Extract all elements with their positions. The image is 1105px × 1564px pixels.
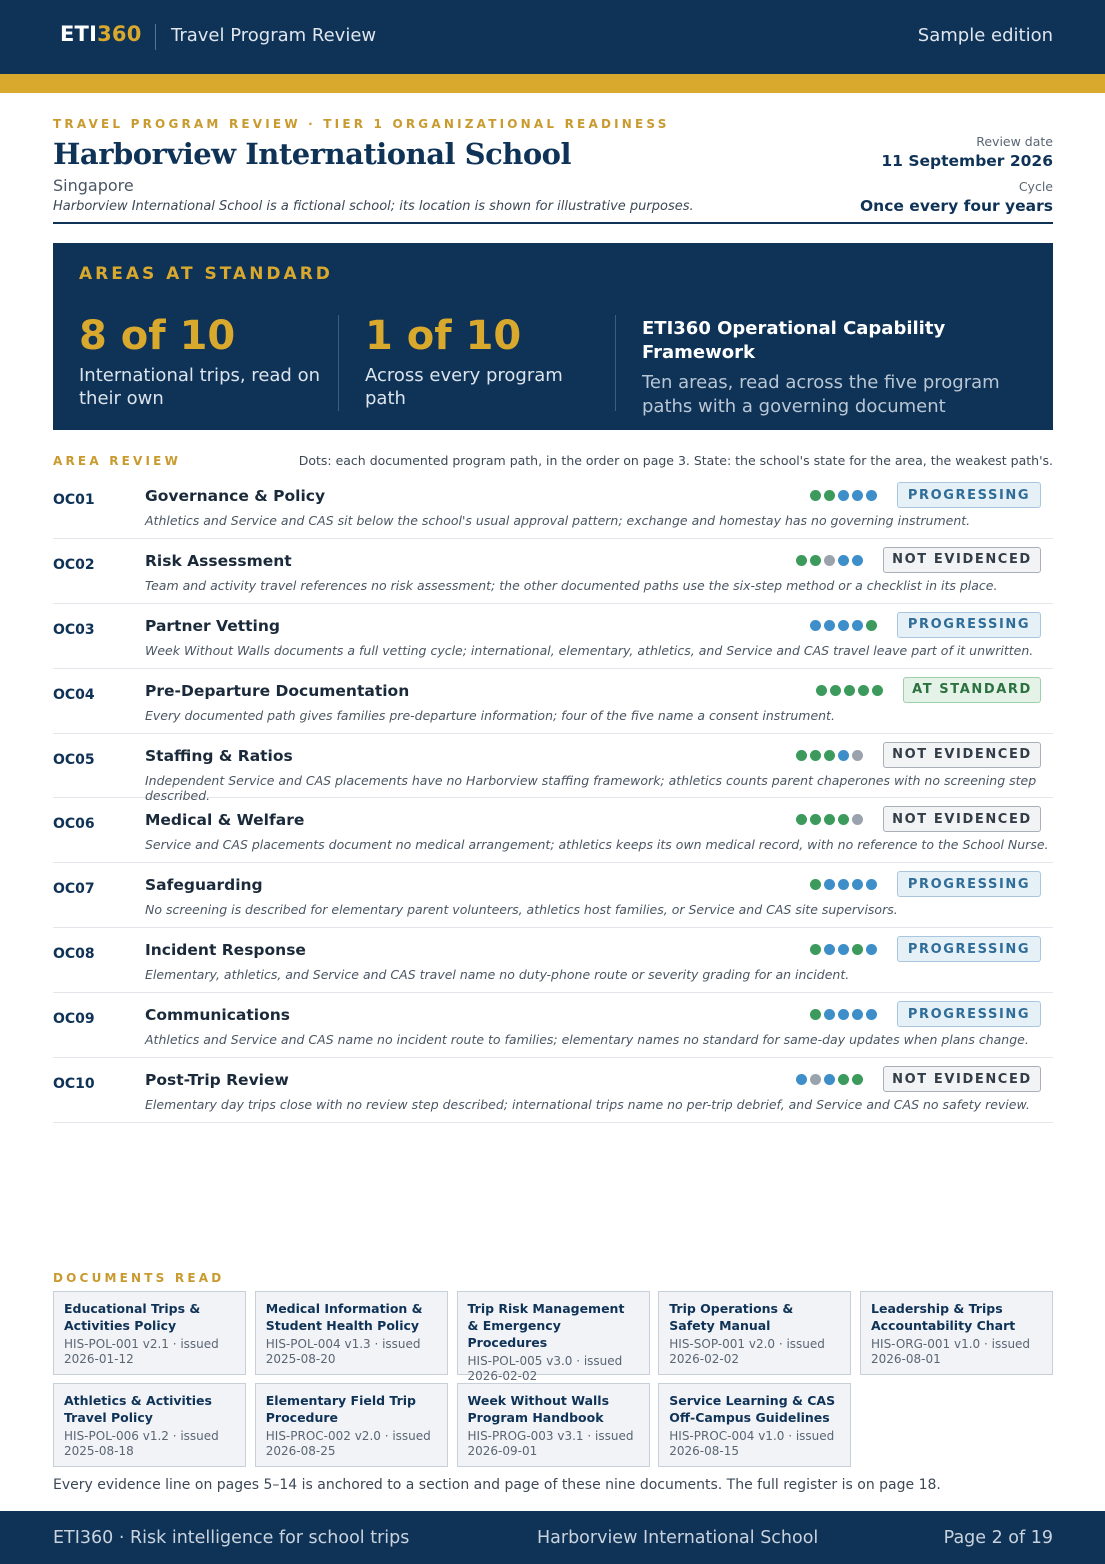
document-meta: HIS-ORG-001 v1.0 · issued 2026-08-01	[871, 1337, 1031, 1366]
path-dots	[816, 685, 883, 696]
path-dots	[810, 620, 877, 631]
path-dot	[838, 879, 849, 890]
document-card	[53, 1291, 246, 1375]
path-dot	[866, 944, 877, 955]
panel-title: AREAS AT STANDARD	[79, 264, 333, 284]
review-eyebrow: TRAVEL PROGRAM REVIEW · TIER 1 ORGANIZATIONAL READINESS	[53, 117, 670, 131]
area-code: OC09	[53, 1011, 95, 1028]
review-date-block	[881, 134, 1053, 170]
document-meta: HIS-POL-005 v3.0 · issued 2026-02-02	[467, 1354, 623, 1383]
framework-caption: Ten areas, read across the five program paths with a governing document	[642, 372, 1000, 417]
path-dots	[810, 1009, 877, 1020]
document-meta: HIS-PROC-004 v1.0 · issued 2026-08-15	[669, 1429, 835, 1458]
path-dot	[852, 750, 863, 761]
document-card	[457, 1383, 650, 1467]
state-badge: NOT EVIDENCED	[883, 742, 1041, 768]
path-dot	[866, 1009, 877, 1020]
document-title: Trip Operations & Safety Manual	[669, 1301, 794, 1333]
path-dot	[838, 750, 849, 761]
area-row	[53, 539, 1053, 604]
path-dots	[810, 490, 877, 501]
area-code: OC07	[53, 881, 95, 898]
document-title: Trip Risk Management & Emergency Procedures	[467, 1301, 625, 1350]
state-badge: PROGRESSING	[897, 1001, 1041, 1027]
area-review-heading: AREA REVIEW	[53, 454, 182, 468]
area-code: OC01	[53, 492, 95, 508]
path-dot	[796, 555, 807, 566]
path-dot	[824, 1009, 835, 1020]
school-name: Harborview International School	[53, 137, 572, 171]
path-dot	[796, 1074, 807, 1085]
path-dot	[824, 620, 835, 631]
stat-all-paths	[365, 313, 605, 410]
path-dot	[824, 879, 835, 890]
top-bar	[0, 0, 1105, 74]
state-badge: PROGRESSING	[897, 612, 1041, 638]
path-dot	[852, 490, 863, 501]
path-dot	[838, 814, 849, 825]
path-dot	[852, 1009, 863, 1020]
footer-school: Harborview International School	[537, 1528, 819, 1548]
path-dot	[824, 750, 835, 761]
path-dot	[838, 620, 849, 631]
document-card	[255, 1291, 448, 1375]
framework-block	[642, 317, 1032, 419]
area-description: Elementary, athletics, and Service and CAS travel name no duty-phone route or severity grading for an incident.	[145, 967, 850, 983]
stat-divider	[615, 315, 616, 411]
document-title: Week Without Walls Program Handbook	[467, 1393, 610, 1425]
area-name: Communications	[145, 1006, 290, 1025]
path-dot	[796, 814, 807, 825]
path-dot	[852, 555, 863, 566]
path-dot	[852, 620, 863, 631]
document-title: Medical Information & Student Health Policy	[265, 1301, 423, 1333]
areas-at-standard-panel	[53, 243, 1053, 430]
path-dot	[866, 620, 877, 631]
cycle-block	[860, 179, 1053, 215]
document-meta: HIS-SOP-001 v2.0 · issued 2026-02-02	[669, 1337, 825, 1366]
page-footer	[0, 1511, 1105, 1564]
page-number: Page 2 of 19	[943, 1528, 1053, 1548]
path-dot	[824, 1074, 835, 1085]
area-code: OC04	[53, 686, 95, 703]
framework-title: ETI360 Operational Capability Framework	[642, 318, 946, 363]
area-name: Safeguarding	[145, 876, 263, 895]
area-code: OC10	[53, 1076, 95, 1093]
path-dot	[824, 490, 835, 501]
path-dot	[816, 685, 827, 696]
path-dot	[838, 555, 849, 566]
document-meta: HIS-POL-001 v2.1 · issued 2026-01-12	[64, 1337, 219, 1366]
document-title: Educational Trips & Activities Policy	[64, 1301, 201, 1333]
document-card	[53, 1383, 246, 1467]
area-description: Week Without Walls documents a full vetting cycle; international, elementary, athletics, and Service and CAS travel leave part of it unwritten.	[145, 642, 1034, 658]
path-dot	[824, 814, 835, 825]
edition-label: Sample edition	[917, 25, 1053, 46]
document-card	[457, 1291, 650, 1383]
area-description: Athletics and Service and CAS sit below the school's usual approval pattern; exchange and homestay has no governing instrument.	[145, 513, 971, 528]
path-dot	[824, 555, 835, 566]
document-title: Leadership & Trips Accountability Chart	[871, 1301, 1016, 1333]
document-meta: HIS-POL-006 v1.2 · issued 2025-08-18	[64, 1429, 219, 1458]
area-row	[53, 863, 1053, 928]
area-description: Independent Service and CAS placements have no Harborview staffing framework; athletics counts parent chaperones with no screening step described.	[145, 772, 1037, 803]
area-code: OC03	[53, 621, 95, 638]
path-dots	[796, 750, 863, 761]
area-description: Athletics and Service and CAS name no incident route to families; elementary names no standard for same-day updates when plans change.	[145, 1032, 1029, 1048]
area-code: OC05	[53, 751, 95, 768]
stat-all-paths-caption: Across every program path	[365, 365, 563, 409]
path-dot	[838, 1009, 849, 1020]
state-badge: PROGRESSING	[897, 482, 1041, 508]
path-dot	[852, 879, 863, 890]
path-dot	[852, 1074, 863, 1085]
path-dots	[810, 944, 877, 955]
area-row	[53, 1058, 1053, 1123]
document-card	[255, 1383, 448, 1467]
state-badge: NOT EVIDENCED	[883, 547, 1041, 573]
logo-divider	[155, 24, 156, 50]
path-dot	[810, 1009, 821, 1020]
logo: ETI360	[60, 22, 142, 46]
documents-heading: DOCUMENTS READ	[53, 1271, 225, 1285]
path-dot	[796, 750, 807, 761]
document-meta: HIS-PROC-002 v2.0 · issued 2026-08-25	[265, 1429, 431, 1458]
path-dot	[810, 879, 821, 890]
path-dots	[810, 879, 877, 890]
state-badge: PROGRESSING	[897, 871, 1041, 897]
area-row	[53, 604, 1053, 669]
review-date: 11 September 2026	[881, 152, 1053, 170]
area-name: Medical & Welfare	[145, 811, 305, 830]
document-meta: HIS-POL-004 v1.3 · issued 2025-08-20	[265, 1337, 421, 1366]
area-row	[53, 474, 1053, 539]
document-meta: HIS-PROG-003 v3.1 · issued 2026-09-01	[467, 1429, 634, 1458]
path-dot	[838, 944, 849, 955]
area-description: No screening is described for elementary parent volunteers, athletics host families, or Service and CAS site supervisors.	[145, 902, 898, 918]
path-dot	[852, 814, 863, 825]
area-description: Team and activity travel references no risk assessment; the other documented paths use the six-step method or a checklist in its place.	[145, 577, 998, 593]
document-title: Athletics & Activities Travel Policy	[64, 1393, 212, 1425]
document-title: Elementary Field Trip Procedure	[265, 1393, 416, 1425]
path-dot	[810, 1074, 821, 1085]
path-dot	[810, 750, 821, 761]
school-city: Singapore	[53, 176, 134, 195]
area-code: OC06	[53, 816, 95, 833]
stat-international	[79, 313, 329, 410]
area-row	[53, 734, 1053, 803]
area-name: Governance & Policy	[145, 487, 326, 505]
state-badge: AT STANDARD	[903, 677, 1041, 703]
stat-international-value: 8 of 10	[79, 313, 236, 359]
area-name: Pre-Departure Documentation	[145, 681, 410, 700]
path-dots	[796, 1074, 863, 1085]
area-description: Every documented path gives families pre-departure information; four of the five name a consent instrument.	[145, 707, 835, 723]
area-code: OC08	[53, 946, 95, 963]
area-description: Service and CAS placements document no medical arrangement; athletics keeps its own medical record, with no reference to the School Nurse.	[145, 837, 1049, 853]
path-dot	[810, 555, 821, 566]
state-badge: NOT EVIDENCED	[883, 1066, 1041, 1092]
area-review-legend: Dots: each documented program path, in the order on page 3. State: the school's state for the area, the weakest path's.	[298, 453, 1053, 468]
path-dot	[838, 1074, 849, 1085]
stat-international-caption: International trips, read on their own	[79, 365, 320, 409]
path-dot	[866, 879, 877, 890]
document-title: Service Learning & CAS Off-Campus Guidelines	[669, 1393, 836, 1425]
area-name: Incident Response	[145, 941, 306, 960]
path-dot	[810, 620, 821, 631]
path-dot	[844, 685, 855, 696]
area-name: Staffing & Ratios	[145, 746, 293, 765]
review-date-label: Review date	[976, 134, 1053, 149]
path-dots	[796, 555, 863, 566]
path-dot	[830, 685, 841, 696]
path-dot	[858, 685, 869, 696]
document-card	[860, 1291, 1053, 1375]
cycle-label: Cycle	[1018, 179, 1053, 194]
path-dot	[872, 685, 883, 696]
path-dot	[852, 944, 863, 955]
path-dot	[810, 490, 821, 501]
area-row	[53, 669, 1053, 734]
area-row	[53, 798, 1053, 863]
area-name: Post-Trip Review	[145, 1071, 289, 1090]
area-row	[53, 993, 1053, 1058]
state-badge: PROGRESSING	[897, 936, 1041, 962]
header-rule	[53, 222, 1053, 224]
school-note: Harborview International School is a fictional school; its location is shown for illustrative purposes.	[53, 199, 694, 214]
path-dots	[796, 814, 863, 825]
stat-all-paths-value: 1 of 10	[365, 313, 522, 359]
area-name: Partner Vetting	[145, 616, 280, 635]
report-title: Travel Program Review	[171, 25, 377, 46]
path-dot	[824, 944, 835, 955]
footer-brand: ETI360 · Risk intelligence for school trips	[53, 1528, 410, 1548]
documents-footnote: Every evidence line on pages 5–14 is anchored to a section and page of these nine documents. The full register is on page 18.	[53, 1477, 941, 1493]
area-row	[53, 928, 1053, 993]
state-badge: NOT EVIDENCED	[883, 806, 1041, 832]
document-card	[658, 1383, 851, 1467]
path-dot	[810, 814, 821, 825]
area-review-list	[53, 474, 1053, 1123]
area-code: OC02	[53, 556, 95, 573]
area-description: Elementary day trips close with no review step described; international trips name no per-trip debrief, and Service and CAS no safety review.	[145, 1097, 1030, 1113]
document-card	[658, 1291, 851, 1375]
area-name: Risk Assessment	[145, 551, 292, 570]
cycle-value: Once every four years	[860, 197, 1053, 215]
path-dot	[810, 944, 821, 955]
path-dot	[866, 490, 877, 501]
path-dot	[838, 490, 849, 501]
stat-divider	[338, 315, 339, 411]
accent-stripe	[0, 74, 1105, 93]
